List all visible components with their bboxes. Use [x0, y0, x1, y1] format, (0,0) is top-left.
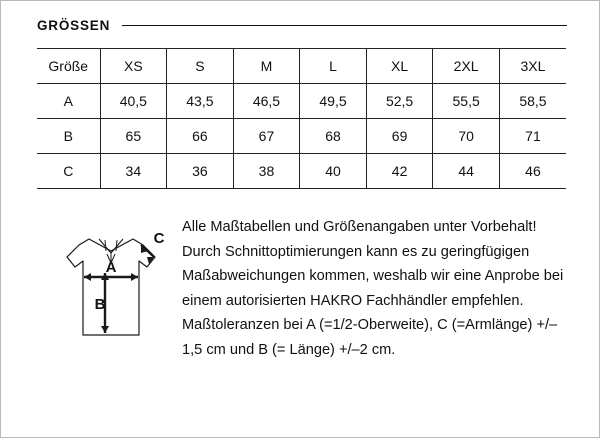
table-header-cell: S [167, 49, 234, 84]
figure-box [37, 215, 172, 415]
table-cell: 42 [366, 154, 433, 189]
figure-label-c: C [153, 230, 165, 247]
table-cell: 69 [366, 119, 433, 154]
page-title-row [37, 15, 567, 35]
title-divider [122, 25, 567, 26]
table-header-cell: XS [100, 49, 167, 84]
table-header-cell: 3XL [499, 49, 566, 84]
row-label: B [37, 119, 100, 154]
table-cell: 55,5 [433, 84, 500, 119]
measurement-note-text: Alle Maßtabellen und Größenangaben unter Vorbehalt! Durch Schnittoptimierungen kann es zu geringfügigen Maßabweichungen kommen, weshalb wir eine Anprobe bei einem autorisierten HAKRO Fachhändler empfehlen. Maßtoleranzen bei A (=1/2-Oberweite), C (=Armlänge) +/–1,5 cm und B (= Länge) +/–2 cm. [182, 219, 564, 358]
table-cell: 70 [433, 119, 500, 154]
figure-label-a: A [105, 259, 117, 276]
shirt-measurement-diagram-icon [43, 223, 173, 348]
table-header-cell: M [233, 49, 300, 84]
table-cell: 36 [167, 154, 234, 189]
table-cell: 34 [100, 154, 167, 189]
table-row [37, 119, 566, 154]
table-cell: 38 [233, 154, 300, 189]
table-cell: 40,5 [100, 84, 167, 119]
table-cell: 65 [100, 119, 167, 154]
table-cell: 52,5 [366, 84, 433, 119]
figure-label-b: B [94, 296, 106, 313]
table-cell: 44 [433, 154, 500, 189]
table-cell: 49,5 [300, 84, 367, 119]
row-label: A [37, 84, 100, 119]
page-title: GRÖSSEN [37, 17, 111, 33]
table-cell: 46,5 [233, 84, 300, 119]
table-cell: 68 [300, 119, 367, 154]
table-header-cell: Größe [37, 49, 100, 84]
table-cell: 43,5 [167, 84, 234, 119]
table-cell: 40 [300, 154, 367, 189]
table-cell: 58,5 [499, 84, 566, 119]
table-row [37, 84, 566, 119]
table-cell: 71 [499, 119, 566, 154]
lower-section [37, 215, 567, 415]
size-table [37, 48, 566, 189]
table-cell: 46 [499, 154, 566, 189]
table-header-cell: L [300, 49, 367, 84]
table-cell: 67 [233, 119, 300, 154]
table-header-cell: 2XL [433, 49, 500, 84]
table-row [37, 154, 566, 189]
table-header-row [37, 49, 566, 84]
table-cell: 66 [167, 119, 234, 154]
measurement-note [172, 215, 567, 415]
table-header-cell: XL [366, 49, 433, 84]
row-label: C [37, 154, 100, 189]
